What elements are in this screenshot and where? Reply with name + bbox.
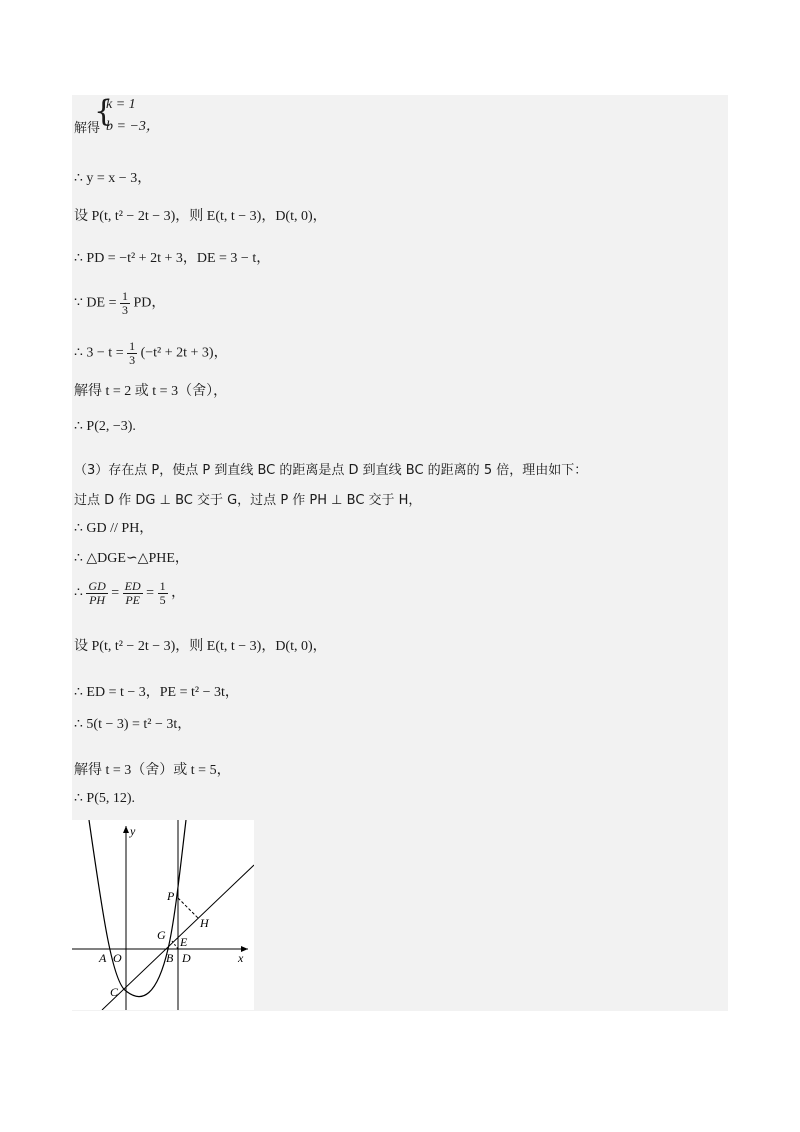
label-p: P <box>167 889 175 903</box>
line-p-result: ∴ P(2, −3). <box>74 419 136 434</box>
label-g: G <box>157 928 166 942</box>
line-ratio: ∴ $\frac{GD}{PH}$ = $\frac{ED}{PE}$ = $\frac{1}{5}$ ， <box>74 579 186 607</box>
line-perpendiculars: 过点 D 作 DG ⊥ BC 交于 G，过点 P 作 PH ⊥ BC 交于 H， <box>74 493 422 508</box>
fraction-one-third-2: $\frac{1}{3}$ <box>129 339 136 367</box>
line-solve-t-2: 解得 t = 3（舍）或 t = 5， <box>74 763 231 778</box>
system-row-1: k = 1 <box>106 97 136 112</box>
label-y: y <box>130 824 136 838</box>
line-similar: ∴ △DGE∽△PHE， <box>74 551 189 566</box>
label-a: A <box>99 951 107 965</box>
fraction-one-third: $\frac{1}{3}$ <box>121 289 128 317</box>
fraction-one-fifth: $\frac{1}{5}$ <box>159 579 166 607</box>
line-p-final: ∴ P(5, 12). <box>74 791 136 806</box>
label-x: x <box>238 951 244 965</box>
line-pd-de: ∴ PD = −t² + 2t + 3，DE = 3 − t， <box>74 251 271 266</box>
label-b: B <box>166 951 174 965</box>
line-set-p-2: 设 P(t, t² − 2t − 3)，则 E(t, t − 3)，D(t, 0)， <box>74 639 327 654</box>
system-brace: { <box>94 94 114 129</box>
part-3-heading: （3）存在点 P，使点 P 到直线 BC 的距离是点 D 到直线 BC 的距离的 5 倍，理由如下： <box>74 463 588 478</box>
fraction-ed-pe: $\frac{ED}{PE}$ <box>124 579 141 607</box>
line-y-equation: ∴ y = x − 3， <box>74 171 152 186</box>
line-ed-pe: ∴ ED = t − 3，PE = t² − 3t， <box>74 685 239 700</box>
line-equation-5: ∴ 5(t − 3) = t² − 3t， <box>74 717 192 732</box>
fraction-gd-ph: $\frac{GD}{PH}$ <box>88 579 106 607</box>
line-de-ratio: ∵ DE = $\frac{1}{3}$ PD， <box>74 289 166 317</box>
line-set-p: 设 P(t, t² − 2t − 3)，则 E(t, t − 3)，D(t, 0)， <box>74 209 327 224</box>
geometry-figure <box>72 820 254 1010</box>
label-d: D <box>182 951 191 965</box>
label-c: C <box>110 985 119 999</box>
line-solve-t: 解得 t = 2 或 t = 3（舍）， <box>74 384 228 399</box>
line-parallel: ∴ GD // PH， <box>74 521 154 536</box>
label-e: E <box>180 935 188 949</box>
label-h: H <box>200 916 209 930</box>
system-row-2: b = −3， <box>106 119 160 134</box>
solve-label: 解得 <box>74 121 101 136</box>
label-o: O <box>113 951 122 965</box>
line-equation-t: ∴ 3 − t = $\frac{1}{3}$ (−t² + 2t + 3)， <box>74 339 228 367</box>
figure-background <box>72 820 254 1010</box>
